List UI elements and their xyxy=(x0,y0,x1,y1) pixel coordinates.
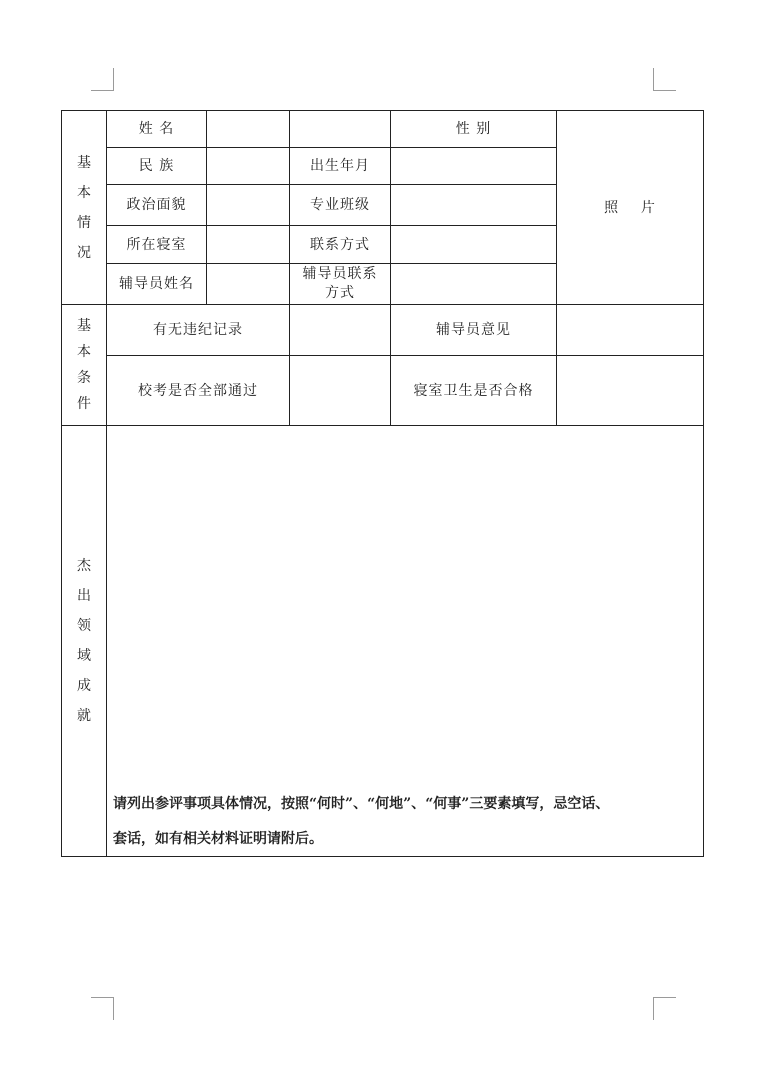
crop-mark-top-right xyxy=(653,68,676,91)
field-exams[interactable] xyxy=(290,356,390,425)
section-label-basic-conditions: 基 本 条 件 xyxy=(77,318,91,412)
field-achievements[interactable] xyxy=(107,426,703,776)
field-major-class[interactable] xyxy=(391,185,556,225)
label-dorm-hygiene: 寝室卫生是否合格 xyxy=(413,382,534,399)
crop-mark-bottom-left xyxy=(91,997,114,1020)
field-violation[interactable] xyxy=(290,305,390,355)
label-political: 政治面貌 xyxy=(126,197,187,213)
photo-box[interactable]: 照 片 xyxy=(604,199,656,216)
field-dorm[interactable] xyxy=(207,226,289,263)
label-exams: 校考是否全部通过 xyxy=(138,382,258,399)
label-counselor-contact: 辅导员联系 方式 xyxy=(302,266,378,301)
field-birth[interactable] xyxy=(391,148,556,184)
section-label-basic-info: 基 本 情 况 xyxy=(77,154,91,261)
label-ethnicity: 民 族 xyxy=(138,158,175,174)
field-dorm-hygiene[interactable] xyxy=(557,356,703,425)
label-major-class: 专业班级 xyxy=(310,197,370,213)
instruction-note-line-2: 套话，如有相关材料证明请附后。 xyxy=(113,831,323,847)
field-ethnicity[interactable] xyxy=(207,148,289,184)
label-dorm: 所在寝室 xyxy=(126,236,187,253)
label-violation: 有无违纪记录 xyxy=(153,322,243,338)
label-counselor-opinion: 辅导员意见 xyxy=(436,322,511,338)
table-border-right xyxy=(703,110,704,857)
field-political[interactable] xyxy=(207,185,289,225)
crop-mark-top-left xyxy=(91,68,114,91)
crop-mark-bottom-right xyxy=(653,997,676,1020)
application-form-table xyxy=(61,110,704,857)
label-contact: 联系方式 xyxy=(310,236,370,253)
field-gender[interactable] xyxy=(290,111,390,147)
field-counselor-opinion[interactable] xyxy=(557,305,703,355)
label-name: 姓 名 xyxy=(138,121,175,137)
label-counselor-name: 辅导员姓名 xyxy=(119,276,194,292)
label-birth: 出生年月 xyxy=(310,158,370,174)
field-name[interactable] xyxy=(207,111,289,147)
field-counselor-contact[interactable] xyxy=(391,264,556,304)
field-contact[interactable] xyxy=(391,226,556,263)
section-label-achievements: 杰 出 领 域 成 就 xyxy=(77,558,91,724)
instruction-note-line-1: 请列出参评事项具体情况，按照“何时”、“何地”、“何事”三要素填写，忌空话、 xyxy=(113,796,610,812)
label-gender: 性 别 xyxy=(455,121,492,137)
field-counselor-name[interactable] xyxy=(207,264,289,304)
